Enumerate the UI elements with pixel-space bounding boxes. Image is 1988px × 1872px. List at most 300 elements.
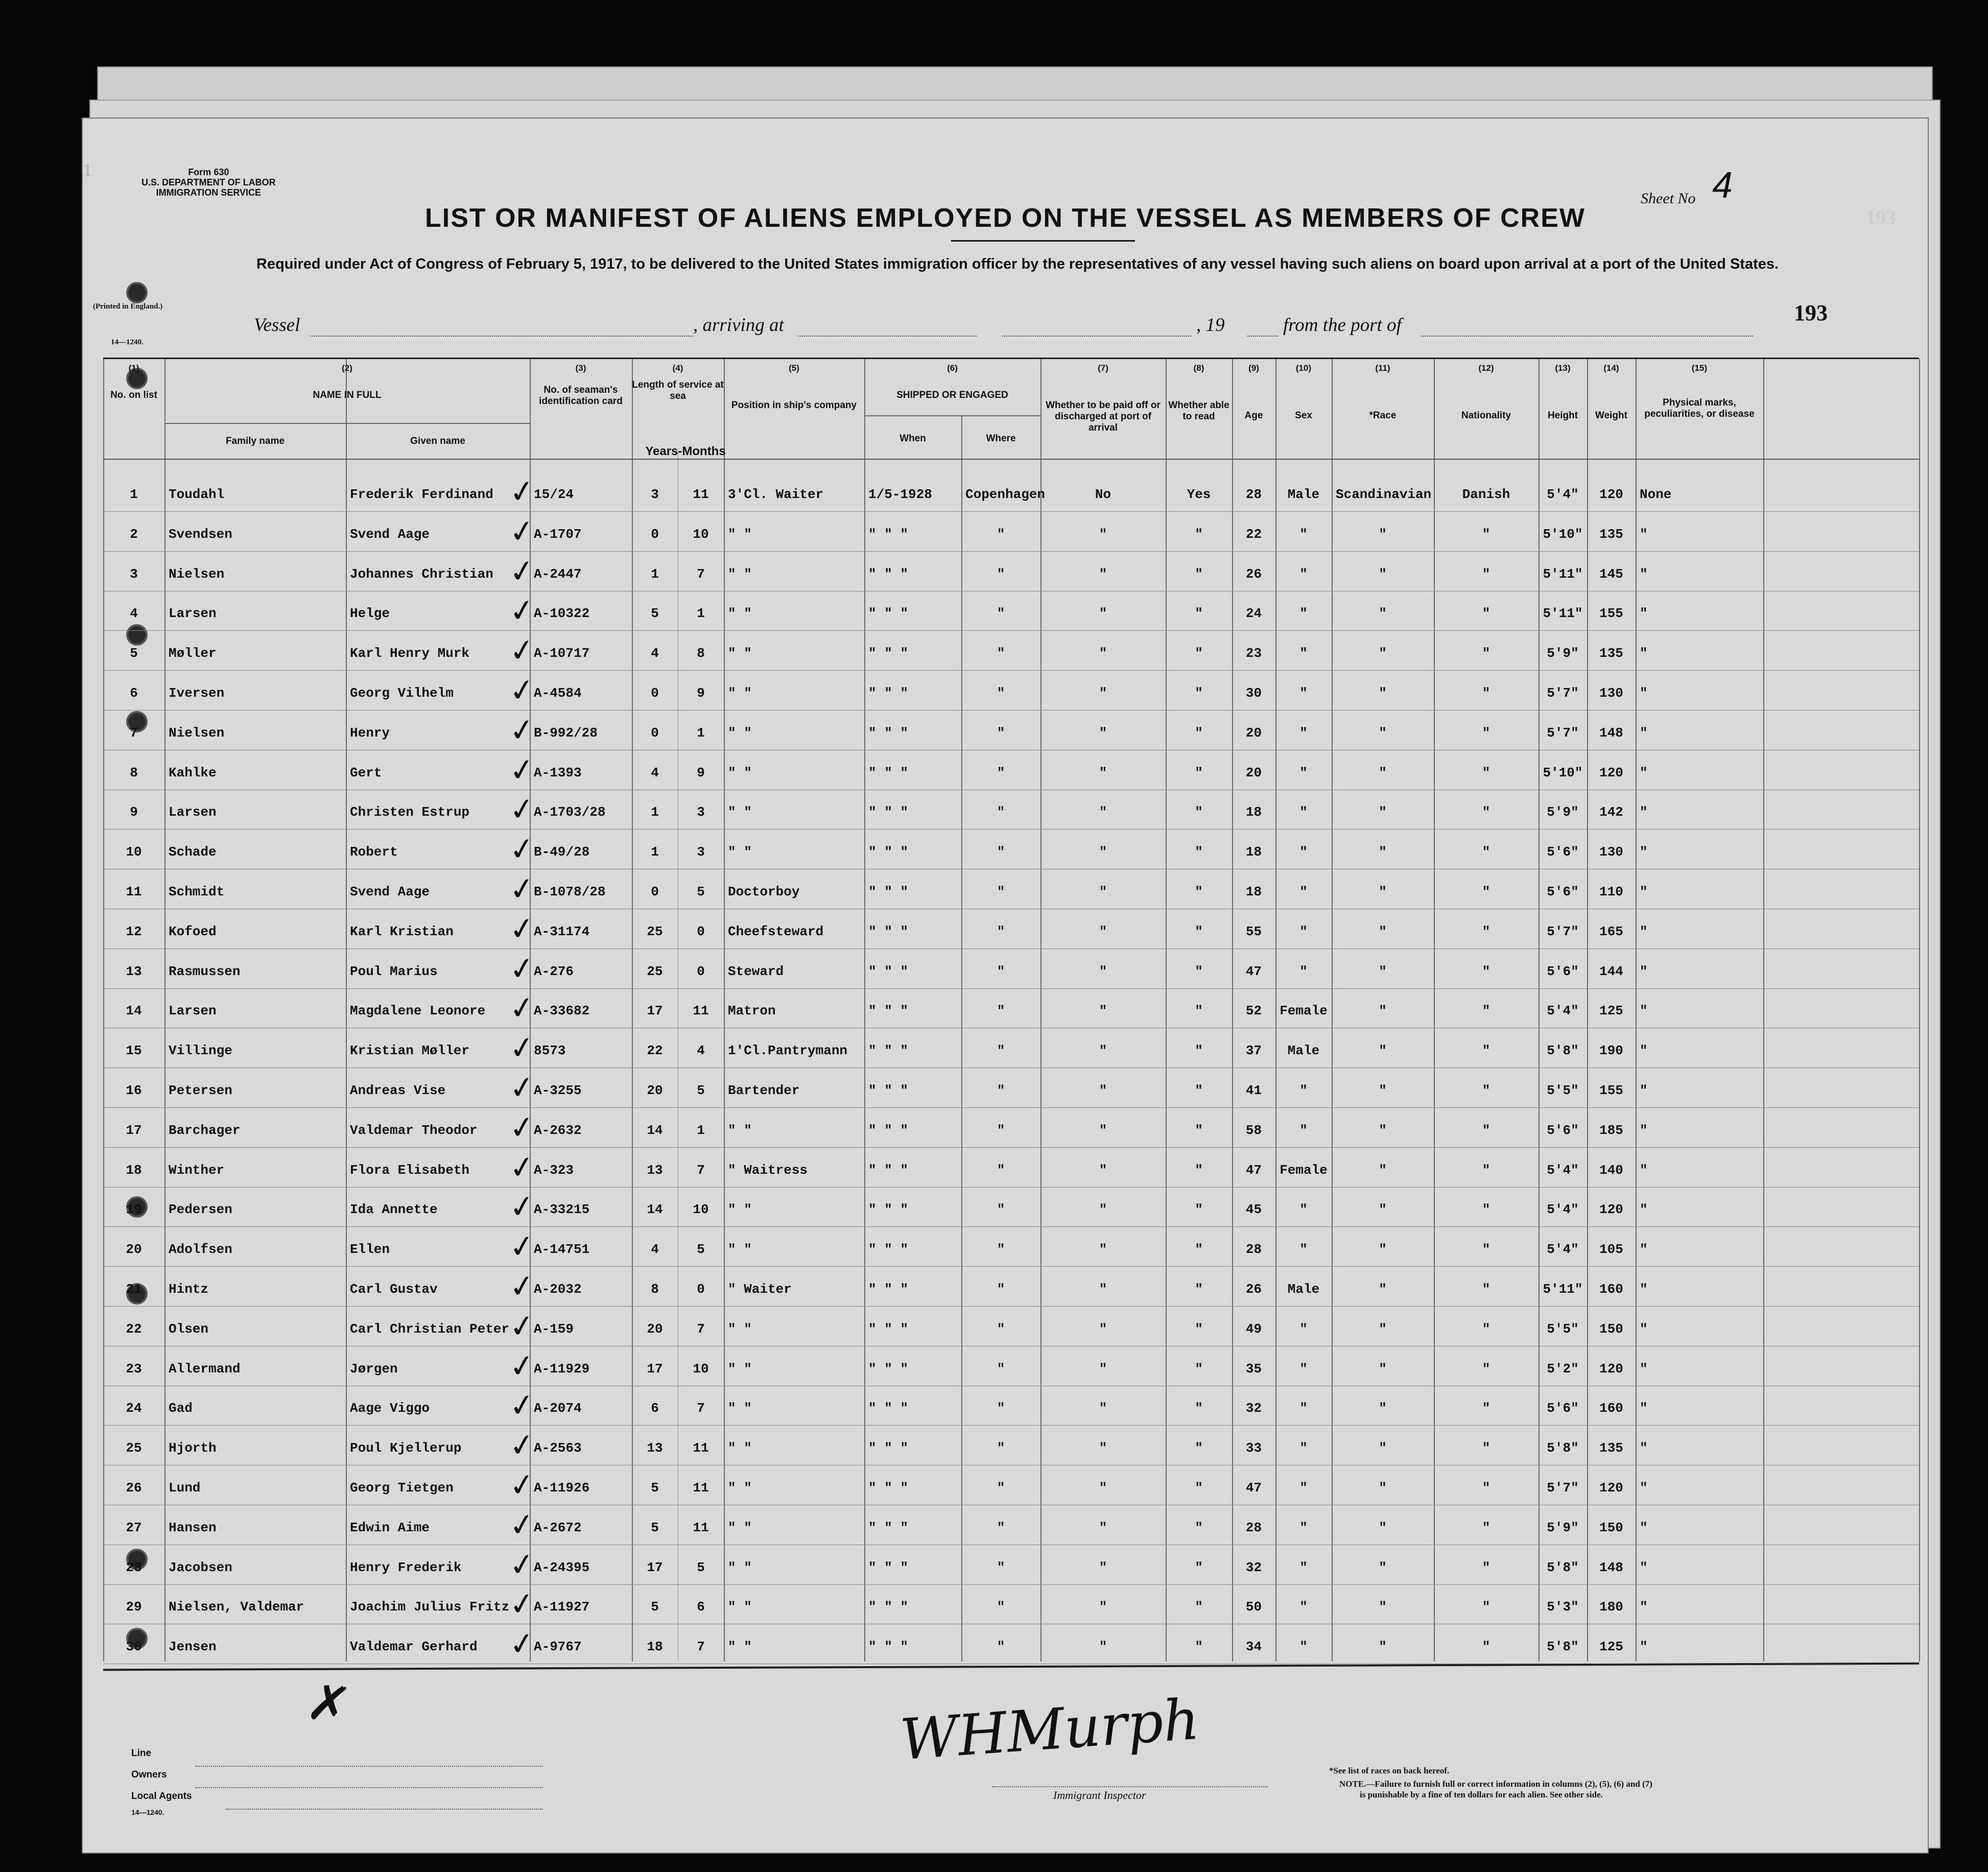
cell-where: "	[997, 646, 1005, 661]
cell-months: 7	[697, 1321, 705, 1337]
cell-race: "	[1379, 1162, 1387, 1178]
cell-given: Flora Elisabeth	[350, 1162, 470, 1178]
paid-off-header: Whether to be paid off or discharged at port of arrival	[1046, 400, 1161, 433]
cell-where: "	[997, 1003, 1005, 1019]
age-header: Age	[1244, 410, 1263, 421]
cell-when: " " "	[868, 725, 909, 741]
cell-when: " " "	[868, 1599, 909, 1615]
cell-months: 1	[697, 606, 705, 622]
cell-card: A-1707	[534, 526, 582, 542]
cell-position: " "	[728, 1122, 752, 1138]
cell-no: 7	[130, 725, 138, 741]
cell-given: Kristian Møller	[350, 1043, 470, 1059]
family-name-header: Family name	[225, 436, 285, 446]
cell-where: "	[997, 1401, 1005, 1416]
cell-age: 58	[1245, 1122, 1262, 1138]
header-subrule	[164, 423, 530, 424]
cell-read: "	[1195, 1043, 1203, 1059]
cell-marks: "	[1640, 1083, 1648, 1098]
cell-height: 5'8"	[1547, 1043, 1579, 1059]
cell-no: 23	[126, 1361, 142, 1377]
cell-sex: Male	[1287, 1282, 1320, 1297]
cell-race: "	[1379, 646, 1387, 661]
cell-height: 5'6"	[1547, 884, 1579, 899]
when-header: When	[900, 433, 926, 444]
cell-sex: "	[1299, 1122, 1308, 1138]
cell-position: " "	[728, 685, 752, 701]
owners-label: Owners	[131, 1769, 167, 1780]
cell-when: " " "	[868, 1162, 909, 1178]
cell-weight: 120	[1599, 1480, 1623, 1496]
cell-months: 3	[697, 804, 705, 820]
cell-position: " "	[728, 725, 752, 741]
cell-race: "	[1379, 1282, 1387, 1297]
cell-sex: "	[1299, 685, 1308, 701]
agents-label: Local Agents	[131, 1791, 192, 1802]
cell-months: 7	[697, 566, 705, 582]
cell-age: 26	[1245, 1282, 1262, 1297]
column-number: (14)	[1603, 363, 1619, 373]
cell-where: "	[997, 1083, 1005, 1098]
cell-weight: 125	[1599, 1639, 1623, 1655]
cell-position: " "	[728, 765, 752, 780]
column-number: (10)	[1295, 363, 1312, 373]
cell-nat: "	[1482, 1202, 1490, 1218]
cell-card: A-4584	[534, 685, 582, 701]
cell-read: "	[1195, 765, 1203, 780]
cell-card: A-10717	[534, 646, 590, 661]
cell-months: 10	[693, 1202, 709, 1218]
cell-sex: "	[1299, 1321, 1308, 1337]
cell-sex: "	[1299, 1083, 1308, 1098]
cell-race: "	[1379, 804, 1387, 820]
cell-marks: "	[1640, 963, 1648, 979]
cell-where: "	[997, 1122, 1005, 1138]
check-mark-icon: ✓	[507, 631, 537, 671]
cell-paid: "	[1099, 844, 1107, 860]
cell-nat: "	[1482, 1122, 1490, 1138]
cell-weight: 135	[1599, 526, 1623, 542]
cell-weight: 148	[1599, 1559, 1623, 1575]
cell-card: A-2632	[534, 1122, 582, 1138]
cell-marks: "	[1640, 1599, 1648, 1615]
years-months-header: Years-Months	[645, 444, 726, 458]
cell-card: A-9767	[534, 1639, 582, 1655]
note-line-1: NOTE.—Failure to furnish full or correct information in columns (2), (5), (6) and (7)	[1339, 1779, 1652, 1789]
cell-when: " " "	[868, 1242, 909, 1258]
cell-given: Carl Gustav	[350, 1282, 438, 1297]
cell-race: "	[1379, 765, 1387, 780]
cell-where: "	[997, 1282, 1005, 1297]
cell-weight: 110	[1599, 884, 1623, 899]
cell-months: 3	[697, 844, 705, 860]
check-mark-icon: ✓	[507, 1545, 537, 1584]
cell-no: 12	[126, 923, 142, 939]
cell-when: " " "	[868, 685, 909, 701]
cell-no: 27	[126, 1520, 142, 1535]
cell-card: A-1393	[534, 765, 582, 780]
cell-weight: 135	[1599, 646, 1623, 661]
agents-fill	[226, 1809, 542, 1810]
cell-months: 5	[697, 1242, 705, 1258]
check-mark-icon: ✓	[507, 472, 537, 512]
cell-weight: 150	[1599, 1321, 1623, 1337]
cell-race: "	[1379, 1003, 1387, 1019]
cell-months: 5	[697, 1559, 705, 1575]
cell-card: B-49/28	[534, 844, 590, 860]
cell-weight: 155	[1599, 606, 1623, 622]
cell-height: 5'8"	[1547, 1440, 1579, 1456]
cell-age: 28	[1245, 1242, 1262, 1258]
cell-nat: "	[1482, 1282, 1490, 1297]
cell-age: 47	[1245, 963, 1262, 979]
cell-no: 1	[130, 487, 138, 502]
cell-weight: 180	[1599, 1599, 1623, 1615]
cell-months: 0	[697, 1282, 705, 1297]
cell-weight: 140	[1599, 1162, 1623, 1178]
cell-years: 8	[651, 1282, 659, 1297]
cell-race: "	[1379, 1559, 1387, 1575]
cell-months: 1	[697, 725, 705, 741]
cell-age: 18	[1245, 804, 1262, 820]
cell-marks: "	[1640, 1440, 1648, 1456]
cell-card: A-11929	[534, 1361, 590, 1377]
cell-family: Kofoed	[169, 923, 217, 939]
check-mark-icon: ✓	[507, 1625, 537, 1664]
cell-read: "	[1195, 884, 1203, 899]
cell-nat: "	[1482, 1043, 1490, 1059]
cell-age: 18	[1245, 844, 1262, 860]
cell-months: 7	[697, 1401, 705, 1416]
binder-hole	[126, 282, 148, 303]
cell-race: "	[1379, 923, 1387, 939]
cell-card: A-3255	[534, 1083, 582, 1098]
cell-given: Henry	[350, 725, 390, 741]
cell-sex: "	[1299, 1401, 1308, 1416]
cell-where: "	[997, 526, 1005, 542]
cell-nat: Danish	[1462, 487, 1510, 502]
cell-sex: Male	[1287, 487, 1320, 502]
cell-months: 11	[693, 487, 709, 502]
cell-read: "	[1195, 1321, 1203, 1337]
cell-read: "	[1195, 1162, 1203, 1178]
cell-race: "	[1379, 1202, 1387, 1218]
sheet-number-label: Sheet No	[1641, 190, 1696, 207]
check-mark-icon: ✓	[507, 552, 537, 591]
race-note: *See list of races on back hereof.	[1329, 1766, 1450, 1775]
row-rule	[103, 1584, 1919, 1585]
cell-sex: "	[1299, 566, 1308, 582]
cell-no: 9	[130, 804, 138, 820]
cell-weight: 120	[1599, 487, 1623, 502]
cell-age: 37	[1245, 1043, 1262, 1059]
header-bottom-rule	[103, 459, 1919, 460]
cell-where: "	[997, 1321, 1005, 1337]
form-number-label: Form 630	[188, 167, 229, 177]
cell-family: Gad	[169, 1401, 193, 1416]
cell-age: 34	[1245, 1639, 1262, 1655]
inspector-label: Immigrant Inspector	[1053, 1789, 1146, 1802]
cell-years: 5	[651, 1599, 659, 1615]
column-number: (9)	[1248, 363, 1259, 373]
cell-no: 8	[130, 765, 138, 780]
cell-years: 4	[651, 1242, 659, 1258]
cell-race: "	[1379, 1401, 1387, 1416]
cell-card: B-992/28	[534, 725, 598, 741]
cell-nat: "	[1482, 1162, 1490, 1178]
cell-paid: "	[1099, 923, 1107, 939]
column-number: (15)	[1691, 363, 1708, 373]
cell-read: "	[1195, 646, 1203, 661]
cell-no: 13	[126, 963, 142, 979]
cell-given: Robert	[350, 844, 398, 860]
cell-sex: "	[1299, 1242, 1308, 1258]
cell-when: " " "	[868, 804, 909, 820]
cell-nat: "	[1482, 1361, 1490, 1377]
cell-when: " " "	[868, 1520, 909, 1535]
cell-where: "	[997, 923, 1005, 939]
check-mark-icon: ✓	[507, 1068, 537, 1108]
cell-race: "	[1379, 1361, 1387, 1377]
cell-years: 17	[647, 1361, 663, 1377]
column-rule	[724, 359, 725, 1662]
cell-paid: "	[1099, 963, 1107, 979]
check-mark-icon: ✓	[507, 1386, 537, 1426]
cell-weight: 185	[1599, 1122, 1623, 1138]
cell-weight: 148	[1599, 725, 1623, 741]
cell-where: "	[997, 884, 1005, 899]
year-fill-line	[1247, 336, 1278, 337]
column-number: (4)	[672, 363, 683, 373]
side-number: 193	[1865, 206, 1896, 229]
cell-given: Johannes Christian	[350, 566, 493, 582]
cell-paid: "	[1099, 1043, 1107, 1059]
cell-height: 5'7"	[1547, 685, 1579, 701]
cell-nat: "	[1482, 1003, 1490, 1019]
cell-nat: "	[1482, 566, 1490, 582]
cell-given: Poul Kjellerup	[350, 1440, 462, 1456]
cell-months: 10	[693, 1361, 709, 1377]
cell-months: 0	[697, 963, 705, 979]
cell-when: " " "	[868, 1401, 909, 1416]
cell-position: " "	[728, 1361, 752, 1377]
cell-no: 5	[130, 646, 138, 661]
inspector-signature	[898, 1687, 1201, 1773]
cell-sex: "	[1299, 646, 1308, 661]
cell-paid: "	[1099, 1162, 1107, 1178]
cell-when: " " "	[868, 1282, 909, 1297]
cell-where: "	[997, 1480, 1005, 1496]
cell-where: "	[997, 1242, 1005, 1258]
cell-years: 5	[651, 1480, 659, 1496]
cell-read: "	[1195, 526, 1203, 542]
cell-card: A-2032	[534, 1282, 582, 1297]
cell-marks: "	[1640, 765, 1648, 780]
cell-nat: "	[1482, 646, 1490, 661]
cell-family: Larsen	[169, 606, 217, 622]
cell-marks: "	[1640, 804, 1648, 820]
cell-age: 20	[1245, 725, 1262, 741]
cell-family: Møller	[169, 646, 217, 661]
handwritten-x-mark: ✗	[302, 1670, 356, 1737]
cell-years: 5	[651, 1520, 659, 1535]
check-mark-icon: ✓	[507, 591, 537, 631]
cell-height: 5'7"	[1547, 725, 1579, 741]
cell-no: 28	[126, 1559, 142, 1575]
cell-no: 10	[126, 844, 142, 860]
cell-weight: 120	[1599, 765, 1623, 780]
cell-family: Nielsen	[169, 566, 225, 582]
cell-age: 45	[1245, 1202, 1262, 1218]
row-rule	[103, 630, 1919, 631]
cell-family: Larsen	[169, 1003, 217, 1019]
port-fill-line	[1421, 336, 1753, 337]
cell-marks: "	[1640, 1242, 1648, 1258]
where-header: Where	[986, 433, 1016, 444]
cell-years: 13	[647, 1162, 663, 1178]
column-number: (12)	[1478, 363, 1494, 373]
column-rule	[1763, 359, 1764, 1662]
cell-position: Bartender	[728, 1083, 800, 1098]
check-mark-icon: ✓	[507, 1585, 537, 1624]
row-rule	[103, 551, 1919, 552]
column-rule	[1166, 359, 1167, 1662]
cell-weight: 120	[1599, 1361, 1623, 1377]
cell-race: "	[1379, 526, 1387, 542]
cell-race: "	[1379, 1599, 1387, 1615]
column-rule	[1539, 359, 1540, 1662]
check-mark-icon: ✓	[507, 989, 537, 1028]
cell-months: 0	[697, 923, 705, 939]
cell-paid: "	[1099, 526, 1107, 542]
cell-when: " " "	[868, 1202, 909, 1218]
cell-months: 6	[697, 1599, 705, 1615]
cell-years: 5	[651, 606, 659, 622]
column-rule	[1434, 359, 1435, 1662]
cell-read: "	[1195, 1122, 1203, 1138]
cell-weight: 160	[1599, 1401, 1623, 1416]
cell-age: 28	[1245, 487, 1262, 502]
column-number: (3)	[575, 363, 586, 373]
sex-header: Sex	[1295, 410, 1312, 421]
cell-no: 21	[126, 1282, 142, 1297]
cell-paid: "	[1099, 685, 1107, 701]
cell-nat: "	[1482, 1242, 1490, 1258]
cell-paid: "	[1099, 804, 1107, 820]
cell-marks: "	[1640, 606, 1648, 622]
arriving-label: , arriving at	[693, 315, 784, 336]
cell-read: "	[1195, 844, 1203, 860]
cell-position: " "	[728, 1321, 752, 1337]
cell-months: 11	[693, 1003, 709, 1019]
column-rule	[632, 359, 633, 1662]
cell-card: A-276	[534, 963, 574, 979]
cell-card: 15/24	[534, 487, 574, 502]
cell-sex: "	[1299, 1559, 1308, 1575]
cell-marks: "	[1640, 844, 1648, 860]
cell-no: 15	[126, 1043, 142, 1059]
cell-race: "	[1379, 963, 1387, 979]
cell-when: " " "	[868, 844, 909, 860]
cell-where: "	[997, 606, 1005, 622]
cell-height: 5'4"	[1547, 1003, 1579, 1019]
cell-no: 26	[126, 1480, 142, 1496]
cell-months: 1	[697, 1122, 705, 1138]
cell-race: "	[1379, 1520, 1387, 1535]
cell-given: Carl Christian Peter	[350, 1321, 510, 1337]
cell-position: " "	[728, 606, 752, 622]
cell-weight: 150	[1599, 1520, 1623, 1535]
column-rule	[164, 359, 165, 1662]
cell-sex: "	[1299, 1202, 1308, 1218]
row-rule	[103, 829, 1919, 830]
cell-family: Villinge	[169, 1043, 232, 1059]
cell-read: "	[1195, 923, 1203, 939]
cell-height: 5'4"	[1547, 1162, 1579, 1178]
cell-months: 7	[697, 1639, 705, 1655]
cell-marks: "	[1640, 1122, 1648, 1138]
cell-race: "	[1379, 1440, 1387, 1456]
cell-read: "	[1195, 963, 1203, 979]
cell-nat: "	[1482, 1639, 1490, 1655]
cell-where: "	[997, 1043, 1005, 1059]
cell-paid: "	[1099, 1440, 1107, 1456]
check-mark-icon: ✓	[507, 1346, 537, 1386]
cell-no: 18	[126, 1162, 142, 1178]
cell-family: Toudahl	[169, 487, 225, 502]
sheet-number-value: 4	[1712, 165, 1733, 206]
column-rule	[346, 359, 347, 1662]
cell-where: "	[997, 1440, 1005, 1456]
cell-height: 5'5"	[1547, 1083, 1579, 1098]
cell-paid: "	[1099, 1003, 1107, 1019]
cell-height: 5'2"	[1547, 1361, 1579, 1377]
cell-no: 24	[126, 1401, 142, 1416]
column-number: (5)	[789, 363, 799, 373]
cell-age: 33	[1245, 1440, 1262, 1456]
cell-height: 5'4"	[1547, 1242, 1579, 1258]
cell-height: 5'5"	[1547, 1321, 1579, 1337]
cell-when: " " "	[868, 1559, 909, 1575]
cell-years: 17	[647, 1559, 663, 1575]
form-identifier	[141, 167, 276, 198]
crew-table	[103, 358, 1919, 1667]
cell-marks: "	[1640, 1202, 1648, 1218]
check-mark-icon: ✓	[507, 1148, 537, 1187]
cell-read: "	[1195, 1202, 1203, 1218]
cell-where: "	[997, 844, 1005, 860]
footer-form-code: 14—1240.	[131, 1808, 164, 1816]
cell-when: " " "	[868, 1003, 909, 1019]
cell-where: "	[997, 1639, 1005, 1655]
cell-no: 4	[130, 606, 138, 622]
cell-read: "	[1195, 1639, 1203, 1655]
cell-when: " " "	[868, 1440, 909, 1456]
cell-nat: "	[1482, 685, 1490, 701]
cell-card: A-31174	[534, 923, 590, 939]
cell-given: Poul Marius	[350, 963, 438, 979]
cell-read: Yes	[1187, 487, 1211, 502]
cell-race: "	[1379, 1480, 1387, 1496]
cell-position: Cheefsteward	[728, 923, 824, 939]
cell-sex: Male	[1287, 1043, 1320, 1059]
cell-height: 5'10"	[1543, 526, 1583, 542]
cell-nat: "	[1482, 606, 1490, 622]
cell-card: A-2672	[534, 1520, 582, 1535]
cell-paid: No	[1095, 487, 1111, 502]
column-rule	[864, 359, 865, 1662]
cell-card: A-11927	[534, 1599, 590, 1615]
